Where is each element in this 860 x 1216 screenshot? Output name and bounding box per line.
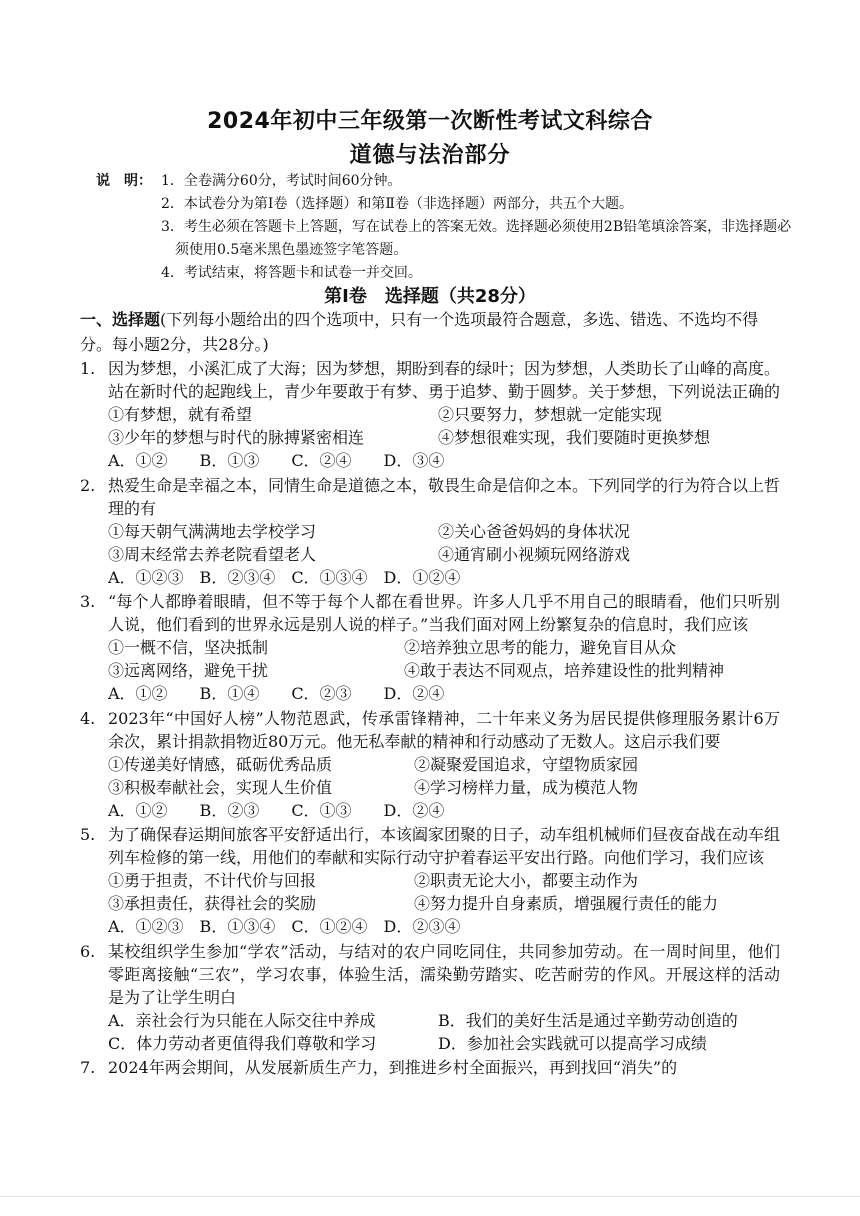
answer-choices: A．①②③ B．①③④ C．①②④ D．②③④ bbox=[108, 917, 461, 936]
statement: ④敢于表达不同观点，培养建设性的批判精神 bbox=[404, 661, 725, 680]
statement: ②培养独立思考的能力，避免盲目从众 bbox=[404, 638, 677, 657]
question-number: 5. bbox=[80, 825, 96, 844]
question-stem: 某校组织学生参加“学农”活动，与结对的农户同吃同住，共同参加劳动。在一周时间里，他们零距离接触“三农”，学习农事，体验生活，濡染勤劳踏实、吃苦耐劳的作风。开展这样的活动是为了让学生明白 bbox=[108, 941, 780, 1007]
page-edge bbox=[0, 1196, 860, 1197]
statement: ①一概不信，坚决抵制 bbox=[108, 638, 269, 657]
statement: ④学习榜样力量，成为模范人物 bbox=[414, 777, 639, 797]
question-list bbox=[80, 357, 780, 1081]
statement: ①有梦想，就有希望 bbox=[108, 405, 253, 424]
statement: ④梦想很难实现，我们要随时更换梦想 bbox=[438, 428, 711, 447]
question-stem: “每个人都睁着眼睛，但不等于每个人都在看世界。许多人几乎不用自己的眼睛看，他们只听别人说，他们看到的世界永远是别人说的样子。”当我们面对网上纷繁复杂的信息时，我们应该 bbox=[108, 592, 780, 634]
option-a: A．亲社会行为只能在人际交往中养成 bbox=[108, 1010, 376, 1030]
option-c: C．体力劳动者更值得我们尊敬和学习 bbox=[108, 1033, 377, 1053]
statement: ③周末经常去养老院看望老人 bbox=[108, 544, 317, 564]
statement: ①传递美好情感，砥砺优秀品质 bbox=[108, 754, 333, 774]
question-stem: 因为梦想，小溪汇成了大海；因为梦想，期盼到春的绿叶；因为梦想，人类助长了山峰的高度。站在新时代的起跑线上，青少年要敢于有梦、勇于追梦、勤于圆梦。关于梦想，下列说法正确的 bbox=[108, 359, 781, 401]
statement: ②只要努力，梦想就一定能实现 bbox=[438, 405, 663, 424]
question-2 bbox=[80, 474, 780, 589]
question-5 bbox=[80, 823, 780, 938]
statement: ③少年的梦想与时代的脉搏紧密相连 bbox=[108, 428, 365, 447]
question-stem: 热爱生命是幸福之本，同情生命是道德之本，敬畏生命是信仰之本。下列同学的行为符合以上哲理的有 bbox=[108, 475, 781, 518]
option-d: D．参加社会实践就可以提高学习成绩 bbox=[438, 1033, 707, 1053]
statement: ②职责无论大小，都要主动作为 bbox=[414, 871, 639, 890]
question-number: 2. bbox=[80, 475, 96, 495]
question-number: 6. bbox=[80, 941, 96, 961]
instruction-item: 3．考生必须在答题卡上答题，写在试卷上的答案无效。选择题必须使用2B铅笔填涂答案，非选择题必须使用0.5毫米黑色墨迹签字笔答题。 bbox=[161, 219, 792, 258]
part-heading-label: 一、选择题 bbox=[80, 310, 161, 329]
statement: ①每天朝气满满地去学校学习 bbox=[108, 521, 317, 541]
statement: ④努力提升自身素质，增强履行责任的能力 bbox=[414, 894, 719, 913]
instructions-label: 说 明： bbox=[96, 173, 152, 189]
statement: ②关心爸爸妈妈的身体状况 bbox=[438, 521, 631, 541]
question-stem: 为了确保春运期间旅客平安舒适出行，本该阖家团聚的日子，动车组机械师们昼夜奋战在动车组列车检修的第一线，用他们的奉献和实际行动守护着春运平安出行路。向他们学习，我们应该 bbox=[108, 825, 781, 867]
answer-choices: A．①② B．①③ C．②④ D．③④ bbox=[108, 451, 445, 470]
question-number: 7. bbox=[80, 1058, 96, 1077]
question-number: 1. bbox=[80, 359, 96, 378]
statement: ③承担责任，获得社会的奖励 bbox=[108, 894, 317, 913]
answer-choices: A．①② B．②③ C．①③ D．②④ bbox=[108, 800, 445, 820]
answer-choices: A．①② B．①④ C．②③ D．②④ bbox=[108, 684, 445, 703]
part-instruction: (下列每小题给出的四个选项中，只有一个选项最符合题意，多选、错选、不选均不得分。每小题2分，共28分。) bbox=[80, 310, 759, 354]
exam-subtitle: 道德与法治部分 bbox=[349, 143, 511, 168]
question-number: 3. bbox=[80, 592, 96, 611]
statement: ④通宵刷小视频玩网络游戏 bbox=[438, 544, 631, 564]
statement: ①勇于担责，不计代价与回报 bbox=[108, 871, 317, 890]
question-stem: 2024年两会期间，从发展新质生产力，到推进乡村全面振兴，再到找回“消失”的 bbox=[108, 1058, 678, 1077]
question-stem: 2023年“中国好人榜”人物范恩武，传承雷锋精神，二十年来义务为居民提供修理服务累计6万余次，累计捐款捐物近80万元。他无私奉献的精神和行动感动了无数人。这启示我们要 bbox=[108, 708, 780, 751]
statement: ②凝聚爱国追求，守望物质家园 bbox=[414, 754, 639, 774]
instruction-item: 1．全卷满分60分，考试时间60分钟。 bbox=[161, 173, 402, 189]
question-1 bbox=[80, 357, 780, 472]
instruction-item: 4．考试结束，将答题卡和试卷一并交回。 bbox=[161, 265, 422, 281]
part-heading bbox=[80, 307, 780, 357]
statement: ③积极奉献社会，实现人生价值 bbox=[108, 777, 333, 797]
instruction-item: 2．本试卷分为第Ⅰ卷（选择题）和第Ⅱ卷（非选择题）两部分，共五个大题。 bbox=[161, 196, 633, 212]
question-7 bbox=[80, 1056, 780, 1079]
answer-choices: A．①②③ B．②③④ C．①③④ D．①②④ bbox=[108, 567, 461, 587]
instructions-block bbox=[96, 170, 796, 285]
question-4 bbox=[80, 707, 780, 822]
statement: ③远离网络，避免干扰 bbox=[108, 661, 269, 680]
exam-title: 2024年初中三年级第一次断性考试文科综合 bbox=[207, 109, 653, 134]
question-3 bbox=[80, 590, 780, 705]
option-b: B．我们的美好生活是通过辛勤劳动创造的 bbox=[438, 1010, 738, 1030]
question-6 bbox=[80, 940, 780, 1055]
question-number: 4. bbox=[80, 708, 96, 728]
section-title: 第Ⅰ卷 选择题（共28分） bbox=[324, 286, 536, 307]
